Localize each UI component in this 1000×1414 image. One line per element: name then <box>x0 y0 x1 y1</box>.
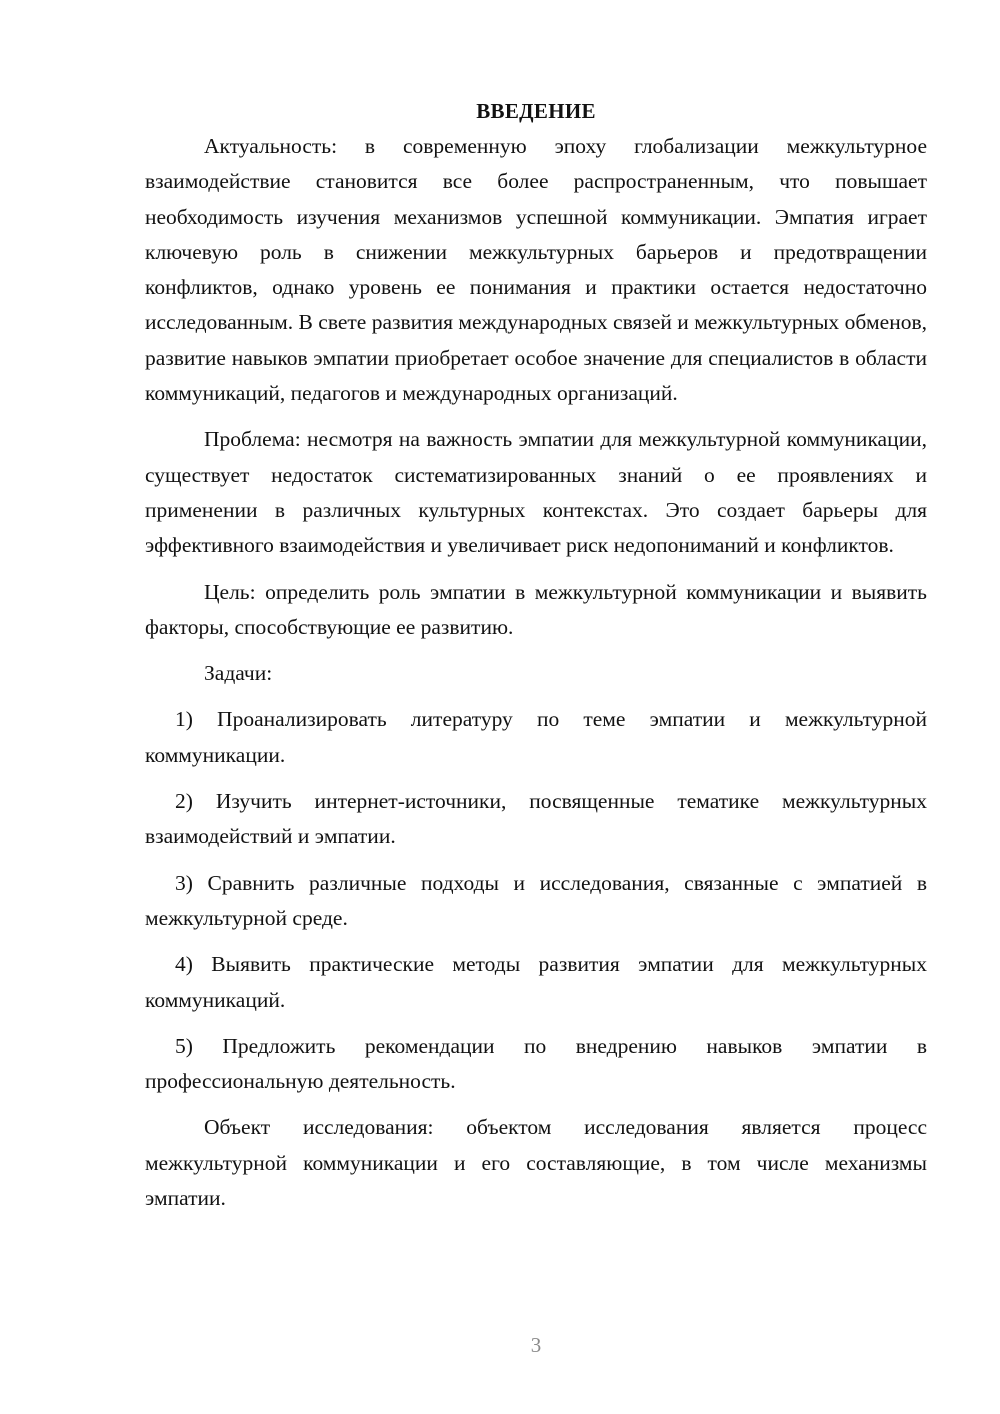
page-content <box>145 96 927 1216</box>
object-paragraph: Объект исследования: объектом исследования является процесс межкультурной коммуникации и его составляющие, в том числе механизмы эмпатии. <box>145 1115 927 1211</box>
task-item-1: 1) Проанализировать литературу по теме эмпатии и межкультурной коммуникации. <box>145 707 927 767</box>
problem-paragraph: Проблема: несмотря на важность эмпатии для межкультурной коммуникации, существует недостаток систематизированных знаний о ее проявлениях и применении в различных культурных контекстах. Это создает барьеры для эффективного взаимодействия и увеличивает риск недопониманий и конфликтов. <box>145 427 927 558</box>
task-item-4: 4) Выявить практические методы развития эмпатии для межкультурных коммуникаций. <box>145 952 927 1012</box>
task-item-2: 2) Изучить интернет-источники, посвященные тематике межкультурных взаимодействий и эмпатии. <box>145 789 927 849</box>
relevance-paragraph: Актуальность: в современную эпоху глобализации межкультурное взаимодействие становится все более распространенным, что повышает необходимость изучения механизмов успешной коммуникации. Эмпатия играет ключевую роль в снижении межкультурных барьеров и предотвращении конфликтов, однако уровень ее понимания и практики остается недостаточно исследованным. В свете развития международных связей и межкультурных обменов, развитие навыков эмпатии приобретает особое значение для специалистов в области коммуникаций, педагогов и международных организаций. <box>145 134 927 406</box>
page-number: 3 <box>530 1333 542 1357</box>
task-item-3: 3) Сравнить различные подходы и исследования, связанные с эмпатией в межкультурной среде. <box>145 870 927 930</box>
tasks-label: Задачи: <box>204 661 273 686</box>
goal-paragraph: Цель: определить роль эмпатии в межкультурной коммуникации и выявить факторы, способствующие ее развитию. <box>145 579 927 639</box>
task-item-5: 5) Предложить рекомендации по внедрению навыков эмпатии в профессиональную деятельность. <box>145 1033 927 1094</box>
section-heading: ВВЕДЕНИЕ <box>476 99 596 123</box>
